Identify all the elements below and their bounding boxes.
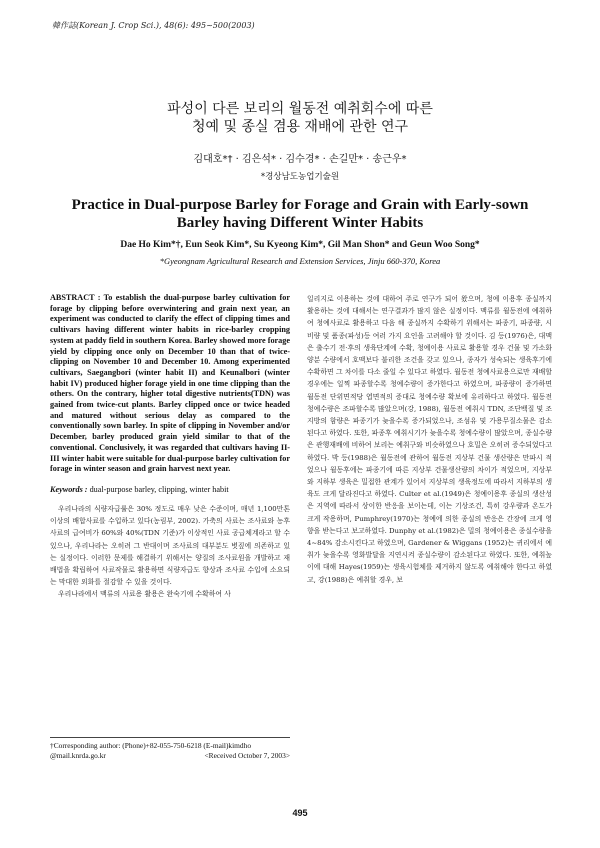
footnote-divider xyxy=(50,737,290,738)
korean-title-line2: 청예 및 종실 겸용 재배에 관한 연구 xyxy=(191,119,409,135)
footnote-received-date: <Received October 7, 2003> xyxy=(204,751,290,760)
korean-affiliation: *경상남도농업기술원 xyxy=(260,172,340,182)
intro-right-paragraph: 일리지로 이용하는 것에 대하여 주로 연구가 되어 왔으며, 청예 이용후 종실까지 활용하는 것에 대해서는 연구결과가 많지 않은 실정이다. 맥류를 월동전에 예취하여 청예사료로 활용하고 다음 해 종실까지 수확하기 위해서는 파종기, 파종량, 시비량 및 품종(파성)등 여러 가지 요인을 고려해야 할 것이다. 김 등(1976)은, 대맥은 출수기 전·후의 생육단계에 수확, 청예이용 사료로 활용할 경우 건물 및 가소화양분 수량에서 호맥보다 불리한 조건을 갖고 있으나, 종자가 성숙되는 생육후기에 수확하면 그 차이를 다소 줄일 수 있다고 하였다. 월동전 청예사료용으로만 재배할 경우에는 일찍 파종할수록 청예수량이 증가한다고 하였으며, 파종량이 증가하면 월동전 단위면적당 엽면적의 증대로 청예수량 확보에 유리하다고 하였다. 월동전 청예수량은 조파할수록 많았으며(강, 1988), 월동전 예취시 TDN, 조단백질 및 조지방의 함량은 파종기가 늦을수록 증가되었으나, 조섬유 및 가용무질소물은 감소된다고 하였다. 또한, 파종후 예취시기가 늦을수록 청예수량이 많았으며, 종실수량은 관행재배에 비하여 보리는 예취구와 비슷하였으나 호밀은 오히려 증수되었다고 하였다. 박 등(1988)은 월동전에 관하여 월동전 지상부 건물 생산량은 만파시 적었으나 월동후에는 파종기에 따른 지상부 건물생산량의 차이가 적었으며, 지상부와 지하부 생육은 밀접한 관계가 있어서 지상부의 생육정도에 따라서 지하부의 생육도 크게 달라진다고 하였다. Culter et al.(1949)은 청예이용후 종실의 생산성은 지역에 따라서 상이한 반응을 보이는데, 이는 기상조건, 특히 강우량과 온도가 크게 작용하며, Pumphrey(1970)는 청예에 의한 종실의 반응은 간장에 크게 영향을 받는다고 보고하였다. Dunphy et al.(1982)은 밀의 청예이용은 종실수량을 4~84% 감소시킨다고 하였으며, Gardener & Wiggans (1952)는 귀리에서 예취가 늦을수록 영화발달을 지연시켜 종실수량이 감소된다고 하였다. 또한, 예취높이에 대해 Hayes(1959)는 생육시험체를 제거하지 않도록 예취해야 한다고 하였고, 강(1988)은 예취할 경우, 보 xyxy=(307,295,552,584)
english-affiliation: *Gyeongnam Agricultural Research and Extension Services, Jinju 660-370, Korea xyxy=(159,256,441,266)
footnote-line1: †Corresponding author: (Phone)+82-055-750-6218 (E-mail)kimdho xyxy=(50,741,252,750)
korean-title xyxy=(40,100,560,136)
intro-paragraph-2: 우리나라에서 맥류의 사료용 활용은 완숙기에 수확하여 사 xyxy=(58,590,231,599)
right-column xyxy=(307,293,552,586)
english-authors: Dae Ho Kim*†, Eun Seok Kim*, Su Kyeong Kim*, Gil Man Shon* and Geun Woo Song* xyxy=(120,240,480,250)
english-title-line2: Barley having Different Winter Habits xyxy=(176,215,424,231)
abstract: ABSTRACT : To establish the dual-purpose barley cultivation for forage by clipping before overwintering and grain next year, an experiment was conducted to clarify the effect of clipping times and cultivars having different winter habits in rice-barley cropping system at paddy field in southern Korea. Barley showed more forage yield by clipping once only on December 10 than that of twice-clipping on November 10 and December 10. Among experimented cultivars, Saegangbori (winter habit II) and Keunalbori (winter habit IV) produced higher forage yield in one time clipping than the others. On the contrary, higher total digestive nutrients(TDN) was gained from twice-cut plants. Barley clipped once or twice headed and matured without serious delay as compared to the conventionally sown barley. In spite of clipping in November and/or December, barley produced grain yield similar to that of the conventional. Conclusively, it was regarded that cultivars having II-III winter habit were suitable for dual-purpose barley cultivation for forage in winter season and grain harvest next year. xyxy=(50,293,290,474)
korean-title-line1: 파성이 다른 보리의 월동전 예취회수에 따른 xyxy=(167,101,433,117)
keywords-list: dual-purpose barley, clipping, winter habit xyxy=(87,484,229,494)
page-number: 495 xyxy=(292,808,308,818)
korean-authors: 김대호*† · 김은석* · 김수경* · 손길만* · 송근우* xyxy=(193,154,407,165)
footnote-line2 xyxy=(50,751,290,761)
english-title-line1: Practice in Dual-purpose Barley for Forage and Grain with Early-sown xyxy=(71,197,529,213)
corresponding-author-footnote xyxy=(50,741,290,761)
english-title xyxy=(40,196,560,232)
intro-left xyxy=(50,503,290,601)
footnote-email-domain: @mail.knrda.go.kr xyxy=(50,751,106,760)
keywords-label: Keywords : xyxy=(50,484,88,494)
intro-right xyxy=(307,293,552,586)
left-column xyxy=(50,293,290,601)
journal-header: 韓作誌(Korean J. Crop Sci.), 48(6): 495~500(2003) xyxy=(52,21,255,30)
keywords xyxy=(50,484,290,495)
intro-paragraph-1: 우리나라의 식량자급률은 30% 정도로 매우 낮은 수준이며, 매년 1,100만톤 이상의 배합사료를 수입하고 있다(농림부, 2002). 가축의 사료는 조사료와 농후사료의 급여비가 60%와 40%(TDN 기준)가 이상적인 사료 공급체계라고 할 수 있으나, 우리나라는 오히려 그 반대이며 조사료의 대부분도 볏짚에 의존하고 있는 실정이다. 이러한 문제를 해결하기 위해서는 양질의 조사료원을 개발하고 재배법을 확립하여 사료작물로 활용하면 식량자급도 향상과 조사료 수입에 소요되는 막대한 외화를 절감할 수 있을 것이다. xyxy=(50,504,290,587)
